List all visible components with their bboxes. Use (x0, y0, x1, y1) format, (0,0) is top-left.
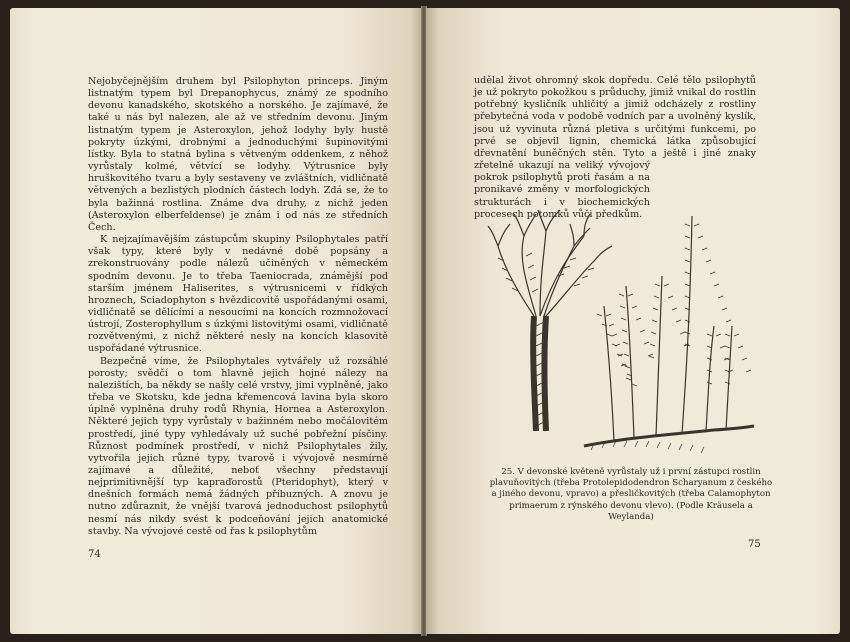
right-page (426, 8, 840, 634)
left-page-text (88, 76, 388, 538)
left-page-number: 74 (88, 549, 101, 560)
calamophyton-plant-icon (488, 210, 612, 431)
right-page-number: 75 (748, 539, 761, 550)
figure-caption: 25. V devonské květeně vyrůstaly už i první zástupci rostlin plavuňovitých (třeba Protolepidodendron Scharyanum z českého a jiného devonu, vpravo) a přesličkovitých (třeba Calamophyton primaerum z rýnského devonu vlevo). (Podle Kräusela a Weylanda) (489, 467, 773, 522)
left-paragraph-1: Nejobyčejnějším druhem byl Psilophyton princeps. Jiným listnatým typem byl Drepanophycus, známý ze spodního devonu kanadského, skotského a norského. Je zajímavé, že také u nás byl nalezen, ale až ve středním devonu. Jiným listnatým typem je Asteroxylon, jehož lodyhy byly hustě pokryty úzkými, drobnými a jednoduchými šupinovitými lístky. Byla to statná bylina s větveným oddenkem, z něhož vyrůstaly kolmé, větvící se lodyhy. Výtrusnice byly hruškovitého tvaru a byly sestaveny ve zvláštních, vidličnatě větvených a bezlistých plodních částech lodyh. Zdá se, že to byla bažinná rostlina. Známe dva druhy, z nichž jeden (Asteroxylon elberfeldense) je znám i od nás ze středních Čech. (88, 76, 388, 233)
protolepidodendron-plant-icon (584, 216, 754, 453)
left-page (10, 8, 423, 634)
left-paragraph-3: Bezpečně víme, že Psilophytales vytvářely už rozsáhlé porosty; svědčí o tom hlavně jejich hojné nálezy na nalezištích, ba někdy se našly celé vrstvy, jimi vyplněné, jako třeba ve Skotsku, kde jedna křemencová lavina byla skoro úplně vyplněna druhy rodů Rhynia, Hornea a Asteroxylon. Některé jejich typy vyrůstaly v bažinném nebo močálovitém prostředí, jiné typy vyhledávaly už suché pobřežní písčiny. Různost podmínek prostředí, v nichž Psilophytales žily, vytvořila jejich různé typy, tvarově i vývojově nesmírně zajímavé a důležité, neboť všechny představují nejprimitivnější typ kapraďorostů (Pteridophyt), který v dnešních formách nemá žádných příbuzných. A znovu je nutno zdůraznit, že vnější tvarová jednoduchost psilophytů nesmí nás nikdy svést k podceňování jejich anatomické stavby. Na vývojové cestě od řas k psilophytům (88, 355, 388, 537)
devonian-plants-illustration (474, 176, 764, 462)
right-paragraph-1: udělal život ohromný skok dopředu. Celé tělo psilophytů je už pokryto pokožkou s průduchy, jimiž vnikal do rostlin potřebný kysličník uhličitý a jimiž odcházely z rostliny přebytečná voda v podobě vodních par a uvolněný kyslík, jsou už vyvinuta různá pletiva s určitými funkcemi, po prvé se objevil lignin, chemická látka způsobující dřevnatění buněčných stěn. Tyto a ještě i jiné znaky zřetelně ukazují na veliký vývojový pokrok psilophytů proti řasám a na pronikavé změny v morfologických strukturách i v biochemických procesech potomků vůči předkům. (474, 75, 756, 220)
left-paragraph-2: K nejzajímavějším zástupcům skupiny Psilophytales patří však typy, které byly v nedávné době popsány a zrekonstruovány podle nálezů učiněných v německém spodním devonu. Je to třeba Taeniocrada, známější pod starším jménem Haliserites, s výtrusnicemi v řídkých hroznech, Sciadophyton s hvězdicovitě uspořádanými osami, vidličnatě se dělícími a nesoucími na koncích rozmnožovací ústrojí, Zosterophyllum s úzkými listovitými osami, vidličnatě rozvětvenými, z nichž některé nesly na koncích klasovitě uspořádané výtrusnice. (88, 234, 388, 355)
